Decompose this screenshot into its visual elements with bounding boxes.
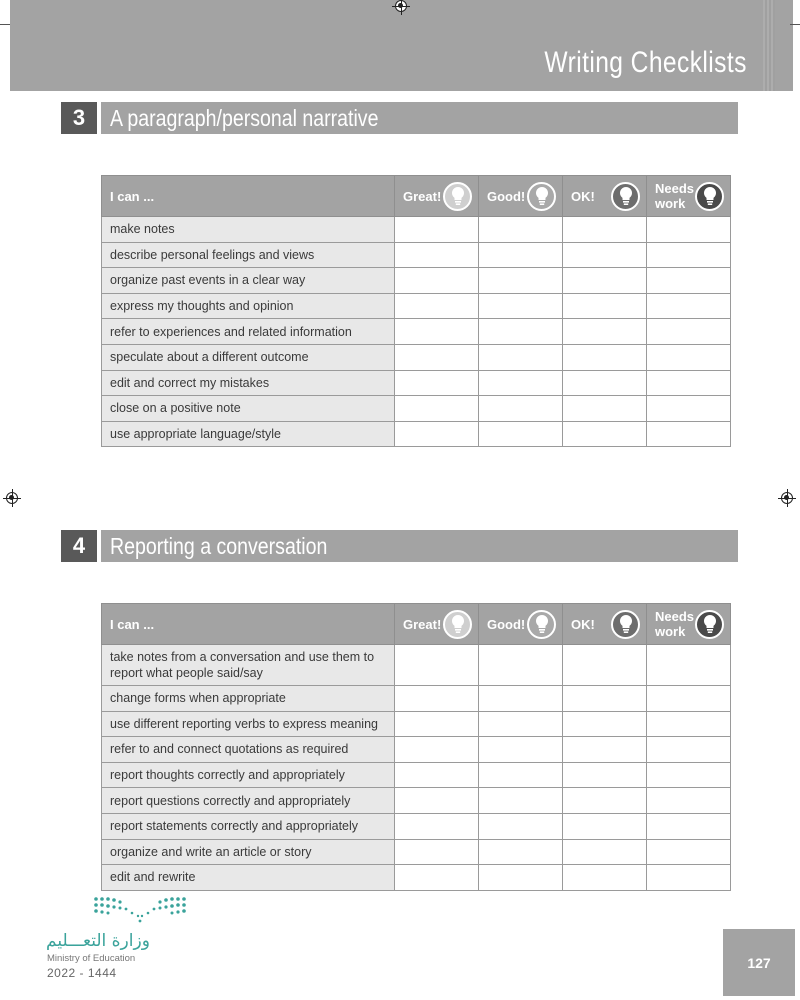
ministry-logo — [92, 895, 188, 925]
registration-mark-icon — [6, 492, 18, 504]
header-label: Needs work — [655, 181, 695, 211]
page-number-label: 127 — [747, 954, 771, 971]
header-great — [395, 176, 479, 217]
rating-cell[interactable] — [479, 268, 563, 294]
table-row — [102, 645, 731, 686]
skill-cell: report thoughts correctly and appropriately — [102, 762, 395, 788]
header-good — [479, 604, 563, 645]
table-row — [102, 293, 731, 319]
lightbulb-icon — [611, 610, 640, 639]
skill-cell: refer to and connect quotations as required — [102, 737, 395, 763]
table-row — [102, 711, 731, 737]
rating-cell[interactable] — [479, 344, 563, 370]
rating-cell[interactable] — [563, 839, 647, 865]
rating-cell[interactable] — [647, 865, 731, 891]
skill-cell: edit and correct my mistakes — [102, 370, 395, 396]
rating-cell[interactable] — [647, 813, 731, 839]
rating-cell[interactable] — [479, 711, 563, 737]
rating-cell[interactable] — [395, 217, 479, 243]
rating-cell[interactable] — [563, 396, 647, 422]
skill-cell: make notes — [102, 217, 395, 243]
rating-cell[interactable] — [395, 344, 479, 370]
rating-cell[interactable] — [647, 268, 731, 294]
table-row — [102, 865, 731, 891]
rating-cell[interactable] — [563, 421, 647, 447]
header-label: Needs work — [655, 609, 695, 639]
rating-cell[interactable] — [647, 242, 731, 268]
lightbulb-icon — [443, 182, 472, 211]
registration-mark-icon — [781, 492, 793, 504]
skill-cell: close on a positive note — [102, 396, 395, 422]
table-row — [102, 686, 731, 712]
table-row — [102, 737, 731, 763]
page-number — [723, 929, 795, 996]
header-needs-work — [647, 604, 731, 645]
header-i-can: I can ... — [102, 604, 395, 645]
header-label: OK! — [571, 616, 595, 632]
rating-cell[interactable] — [647, 421, 731, 447]
rating-cell[interactable] — [479, 293, 563, 319]
rating-cell[interactable] — [563, 217, 647, 243]
rating-cell[interactable] — [479, 396, 563, 422]
rating-cell[interactable] — [563, 788, 647, 814]
rating-cell[interactable] — [395, 242, 479, 268]
rating-cell[interactable] — [479, 217, 563, 243]
header-label: Great! — [403, 188, 442, 204]
page-title: Writing Checklists — [544, 46, 747, 79]
header-i-can: I can ... — [102, 176, 395, 217]
rating-cell[interactable] — [647, 686, 731, 712]
header-band — [10, 0, 793, 91]
rating-cell[interactable] — [563, 268, 647, 294]
header-stripe — [763, 0, 775, 91]
checklist-table-3 — [101, 175, 731, 447]
section-title: Reporting a conversation — [110, 532, 328, 559]
header-needs-work — [647, 176, 731, 217]
rating-cell[interactable] — [647, 839, 731, 865]
section-title-bar — [101, 102, 738, 134]
rating-cell[interactable] — [395, 396, 479, 422]
rating-cell[interactable] — [479, 788, 563, 814]
lightbulb-icon — [611, 182, 640, 211]
rating-cell[interactable] — [395, 839, 479, 865]
rating-cell[interactable] — [563, 813, 647, 839]
rating-cell[interactable] — [563, 242, 647, 268]
rating-cell[interactable] — [479, 319, 563, 345]
section-number: 3 — [61, 102, 97, 134]
lightbulb-icon — [443, 610, 472, 639]
rating-cell[interactable] — [395, 370, 479, 396]
rating-cell[interactable] — [563, 319, 647, 345]
rating-cell[interactable] — [647, 762, 731, 788]
skill-cell: report statements correctly and appropriately — [102, 813, 395, 839]
rating-cell[interactable] — [647, 788, 731, 814]
rating-cell[interactable] — [395, 737, 479, 763]
rating-cell[interactable] — [479, 686, 563, 712]
rating-cell[interactable] — [563, 762, 647, 788]
skill-cell: use appropriate language/style — [102, 421, 395, 447]
header-label: OK! — [571, 188, 595, 204]
table-row — [102, 788, 731, 814]
rating-cell[interactable] — [563, 737, 647, 763]
skill-cell: use different reporting verbs to express meaning — [102, 711, 395, 737]
table-row — [102, 268, 731, 294]
skill-cell: change forms when appropriate — [102, 686, 395, 712]
table-row — [102, 839, 731, 865]
section-3-heading — [61, 102, 738, 134]
header-label: Good! — [487, 616, 526, 632]
rating-cell[interactable] — [395, 293, 479, 319]
table-row — [102, 319, 731, 345]
rating-cell[interactable] — [647, 711, 731, 737]
rating-cell[interactable] — [479, 370, 563, 396]
rating-cell[interactable] — [563, 293, 647, 319]
skill-cell: organize and write an article or story — [102, 839, 395, 865]
rating-cell[interactable] — [479, 645, 563, 686]
header-label: Great! — [403, 616, 442, 632]
table-row — [102, 344, 731, 370]
edition-year: 2022 - 1444 — [47, 966, 117, 980]
rating-cell[interactable] — [479, 865, 563, 891]
rating-cell[interactable] — [395, 421, 479, 447]
rating-cell[interactable] — [395, 788, 479, 814]
table-row — [102, 762, 731, 788]
crop-mark — [0, 24, 10, 25]
rating-cell[interactable] — [479, 839, 563, 865]
rating-cell[interactable] — [395, 762, 479, 788]
rating-cell[interactable] — [395, 686, 479, 712]
rating-cell[interactable] — [395, 268, 479, 294]
rating-cell[interactable] — [563, 344, 647, 370]
ministry-name-english: Ministry of Education — [47, 953, 136, 964]
table-header-row — [102, 176, 731, 217]
skill-cell: describe personal feelings and views — [102, 242, 395, 268]
table-row — [102, 813, 731, 839]
rating-cell[interactable] — [563, 865, 647, 891]
rating-cell[interactable] — [479, 737, 563, 763]
lightbulb-icon — [527, 182, 556, 211]
skill-cell: edit and rewrite — [102, 865, 395, 891]
header-ok — [563, 176, 647, 217]
rating-cell[interactable] — [647, 319, 731, 345]
skill-cell: express my thoughts and opinion — [102, 293, 395, 319]
rating-cell[interactable] — [647, 396, 731, 422]
skill-cell: refer to experiences and related information — [102, 319, 395, 345]
rating-cell[interactable] — [395, 711, 479, 737]
rating-cell[interactable] — [395, 319, 479, 345]
table-row — [102, 396, 731, 422]
section-title-bar — [101, 530, 738, 562]
rating-cell[interactable] — [563, 370, 647, 396]
rating-cell[interactable] — [563, 686, 647, 712]
table-row — [102, 242, 731, 268]
registration-mark-icon — [395, 0, 407, 12]
section-title: A paragraph/personal narrative — [110, 104, 379, 131]
rating-cell[interactable] — [647, 370, 731, 396]
rating-cell[interactable] — [563, 645, 647, 686]
rating-cell[interactable] — [479, 813, 563, 839]
rating-cell[interactable] — [395, 813, 479, 839]
ministry-name-arabic: وزارة التعـــليم — [46, 931, 150, 951]
skill-cell: speculate about a different outcome — [102, 344, 395, 370]
section-number: 4 — [61, 530, 97, 562]
table-header-row — [102, 604, 731, 645]
skill-cell: take notes from a conversation and use them to report what people said/say — [102, 645, 395, 686]
rating-cell[interactable] — [395, 865, 479, 891]
rating-cell[interactable] — [479, 421, 563, 447]
lightbulb-icon — [695, 182, 724, 211]
checklist-table-4 — [101, 603, 731, 891]
table-row — [102, 370, 731, 396]
rating-cell[interactable] — [647, 645, 731, 686]
section-4-heading — [61, 530, 738, 562]
rating-cell[interactable] — [563, 711, 647, 737]
header-label: Good! — [487, 188, 526, 204]
lightbulb-icon — [527, 610, 556, 639]
lightbulb-icon — [695, 610, 724, 639]
rating-cell[interactable] — [647, 344, 731, 370]
header-good — [479, 176, 563, 217]
rating-cell[interactable] — [647, 217, 731, 243]
rating-cell[interactable] — [395, 645, 479, 686]
header-ok — [563, 604, 647, 645]
rating-cell[interactable] — [647, 293, 731, 319]
table-row — [102, 421, 731, 447]
table-row — [102, 217, 731, 243]
skill-cell: report questions correctly and appropriately — [102, 788, 395, 814]
rating-cell[interactable] — [647, 737, 731, 763]
skill-cell: organize past events in a clear way — [102, 268, 395, 294]
rating-cell[interactable] — [479, 762, 563, 788]
crop-mark — [790, 24, 800, 25]
header-great — [395, 604, 479, 645]
rating-cell[interactable] — [479, 242, 563, 268]
